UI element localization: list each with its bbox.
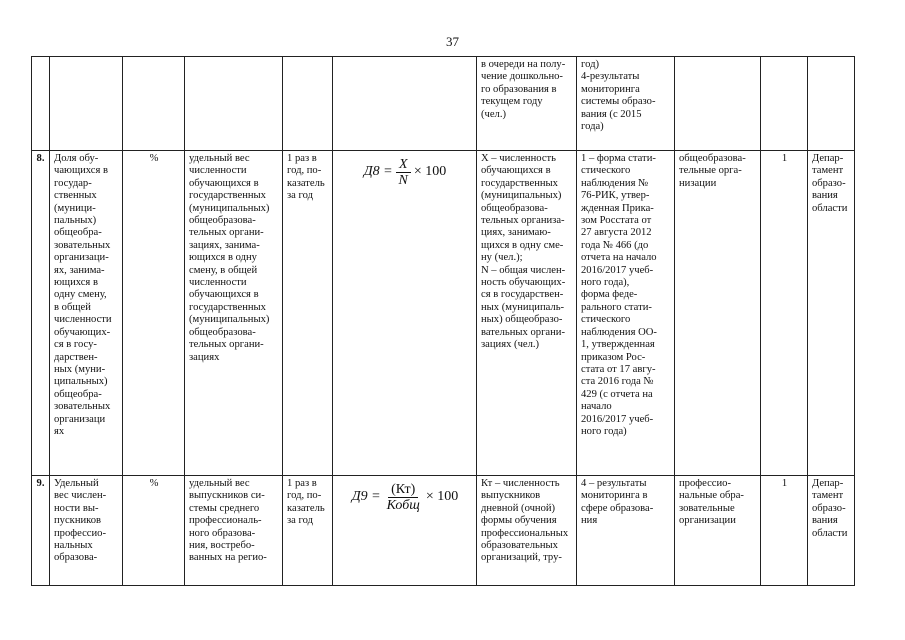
cell-empty xyxy=(761,57,808,151)
indicators-table xyxy=(31,56,855,586)
formula-denominator: Кобщ xyxy=(386,498,420,513)
cell-empty xyxy=(283,57,333,151)
formula-lhs: Д9 = xyxy=(351,489,381,505)
cell-empty xyxy=(333,57,477,151)
indicator-definition: удельный вес численности обучающихся в государственных (муниципальных) общеобразова- тельных органи- зациях, занима- ющихся в одну смену, в общей численности обучающихся в государственных (муниципальных) общеобразова- тельных органи- зациях xyxy=(185,151,283,476)
formula-d8 xyxy=(337,157,473,188)
formula-lhs: Д8 = xyxy=(363,164,393,180)
unit-of-measure: % xyxy=(123,476,185,586)
observation-object: общеобразова- тельные орга- низации xyxy=(675,151,761,476)
table-row-continuation xyxy=(32,57,855,151)
periodicity: 1 раз в год, по- казатель за год xyxy=(283,476,333,586)
data-source: 4 – результаты мониторинга в сфере образова- ния xyxy=(577,476,675,586)
table-row-8 xyxy=(32,151,855,476)
formula-numerator: (Кт) xyxy=(388,482,418,498)
indicator-value: 1 xyxy=(761,151,808,476)
cell-empty xyxy=(123,57,185,151)
indicator-definition: удельный вес выпускников си- стемы среднего профессиональ- ного образова- ния, востребо- ванных на регио- xyxy=(185,476,283,586)
row-number: 8. xyxy=(32,151,50,476)
formula-fraction xyxy=(396,157,411,188)
cell-source: год) 4-результаты мониторинга системы образо- вания (с 2015 года) xyxy=(577,57,675,151)
observation-object: профессио- нальные обра- зовательные организации xyxy=(675,476,761,586)
formula-tail: × 100 xyxy=(425,489,459,505)
responsible-body: Депар- тамент образо- вания области xyxy=(808,151,855,476)
cell-empty xyxy=(50,57,123,151)
formula-tail: × 100 xyxy=(413,164,447,180)
cell-empty xyxy=(32,57,50,151)
cell-empty xyxy=(185,57,283,151)
responsible-body: Депар- тамент образо- вания области xyxy=(808,476,855,586)
formula-variables: X – численность обучающихся в государственных (муниципальных) общеобразова- тельных организа- циях, занимаю- щихся в одну сме- ну (чел.); N – общая числен- ность обучающих- ся в государствен- ных (муниципаль- ных) общеобразо- вательных органи- зациях (чел.) xyxy=(477,151,577,476)
data-source: 1 – форма стати- стического наблюдения № 76-РИК, утвер- жденная Прика- зом Росстата от 27 августа 2012 года № 466 (до отчета на начало 2016/2017 учеб- ного года), форма феде- рального стати- стического наблюдения ОО- 1, утвержденная приказом Рос- стата от 17 авгу- ста 2016 года № 429 (с отчета на начало 2016/2017 учеб- ного года) xyxy=(577,151,675,476)
formula-cell xyxy=(333,476,477,586)
formula-cell xyxy=(333,151,477,476)
indicator-name: Удельный вес числен- ности вы- пускников профессио- нальных образова- xyxy=(50,476,123,586)
formula-numerator: X xyxy=(396,157,411,173)
unit-of-measure: % xyxy=(123,151,185,476)
indicator-name: Доля обу- чающихся в государ- ственных (муници- пальных) общеобра- зовательных организаци- ях, занима- ющихся в одну смену, в общей численности обучающих- ся в госу- дарствен- ных (муни- ципальных) общеобра- зовательных организаци ях xyxy=(50,151,123,476)
indicator-value: 1 xyxy=(761,476,808,586)
row-number: 9. xyxy=(32,476,50,586)
formula-fraction xyxy=(384,482,423,513)
table-row-9 xyxy=(32,476,855,586)
page-number: 37 xyxy=(446,34,459,49)
cell-variables: в очереди на полу- чение дошкольно- го образования в текущем году (чел.) xyxy=(477,57,577,151)
formula-d9 xyxy=(337,482,473,513)
formula-denominator: N xyxy=(398,173,408,188)
periodicity: 1 раз в год, по- казатель за год xyxy=(283,151,333,476)
cell-empty xyxy=(675,57,761,151)
formula-variables: Кт – численность выпускников дневной (очной) формы обучения профессиональных образовательных организаций, тру- xyxy=(477,476,577,586)
cell-empty xyxy=(808,57,855,151)
